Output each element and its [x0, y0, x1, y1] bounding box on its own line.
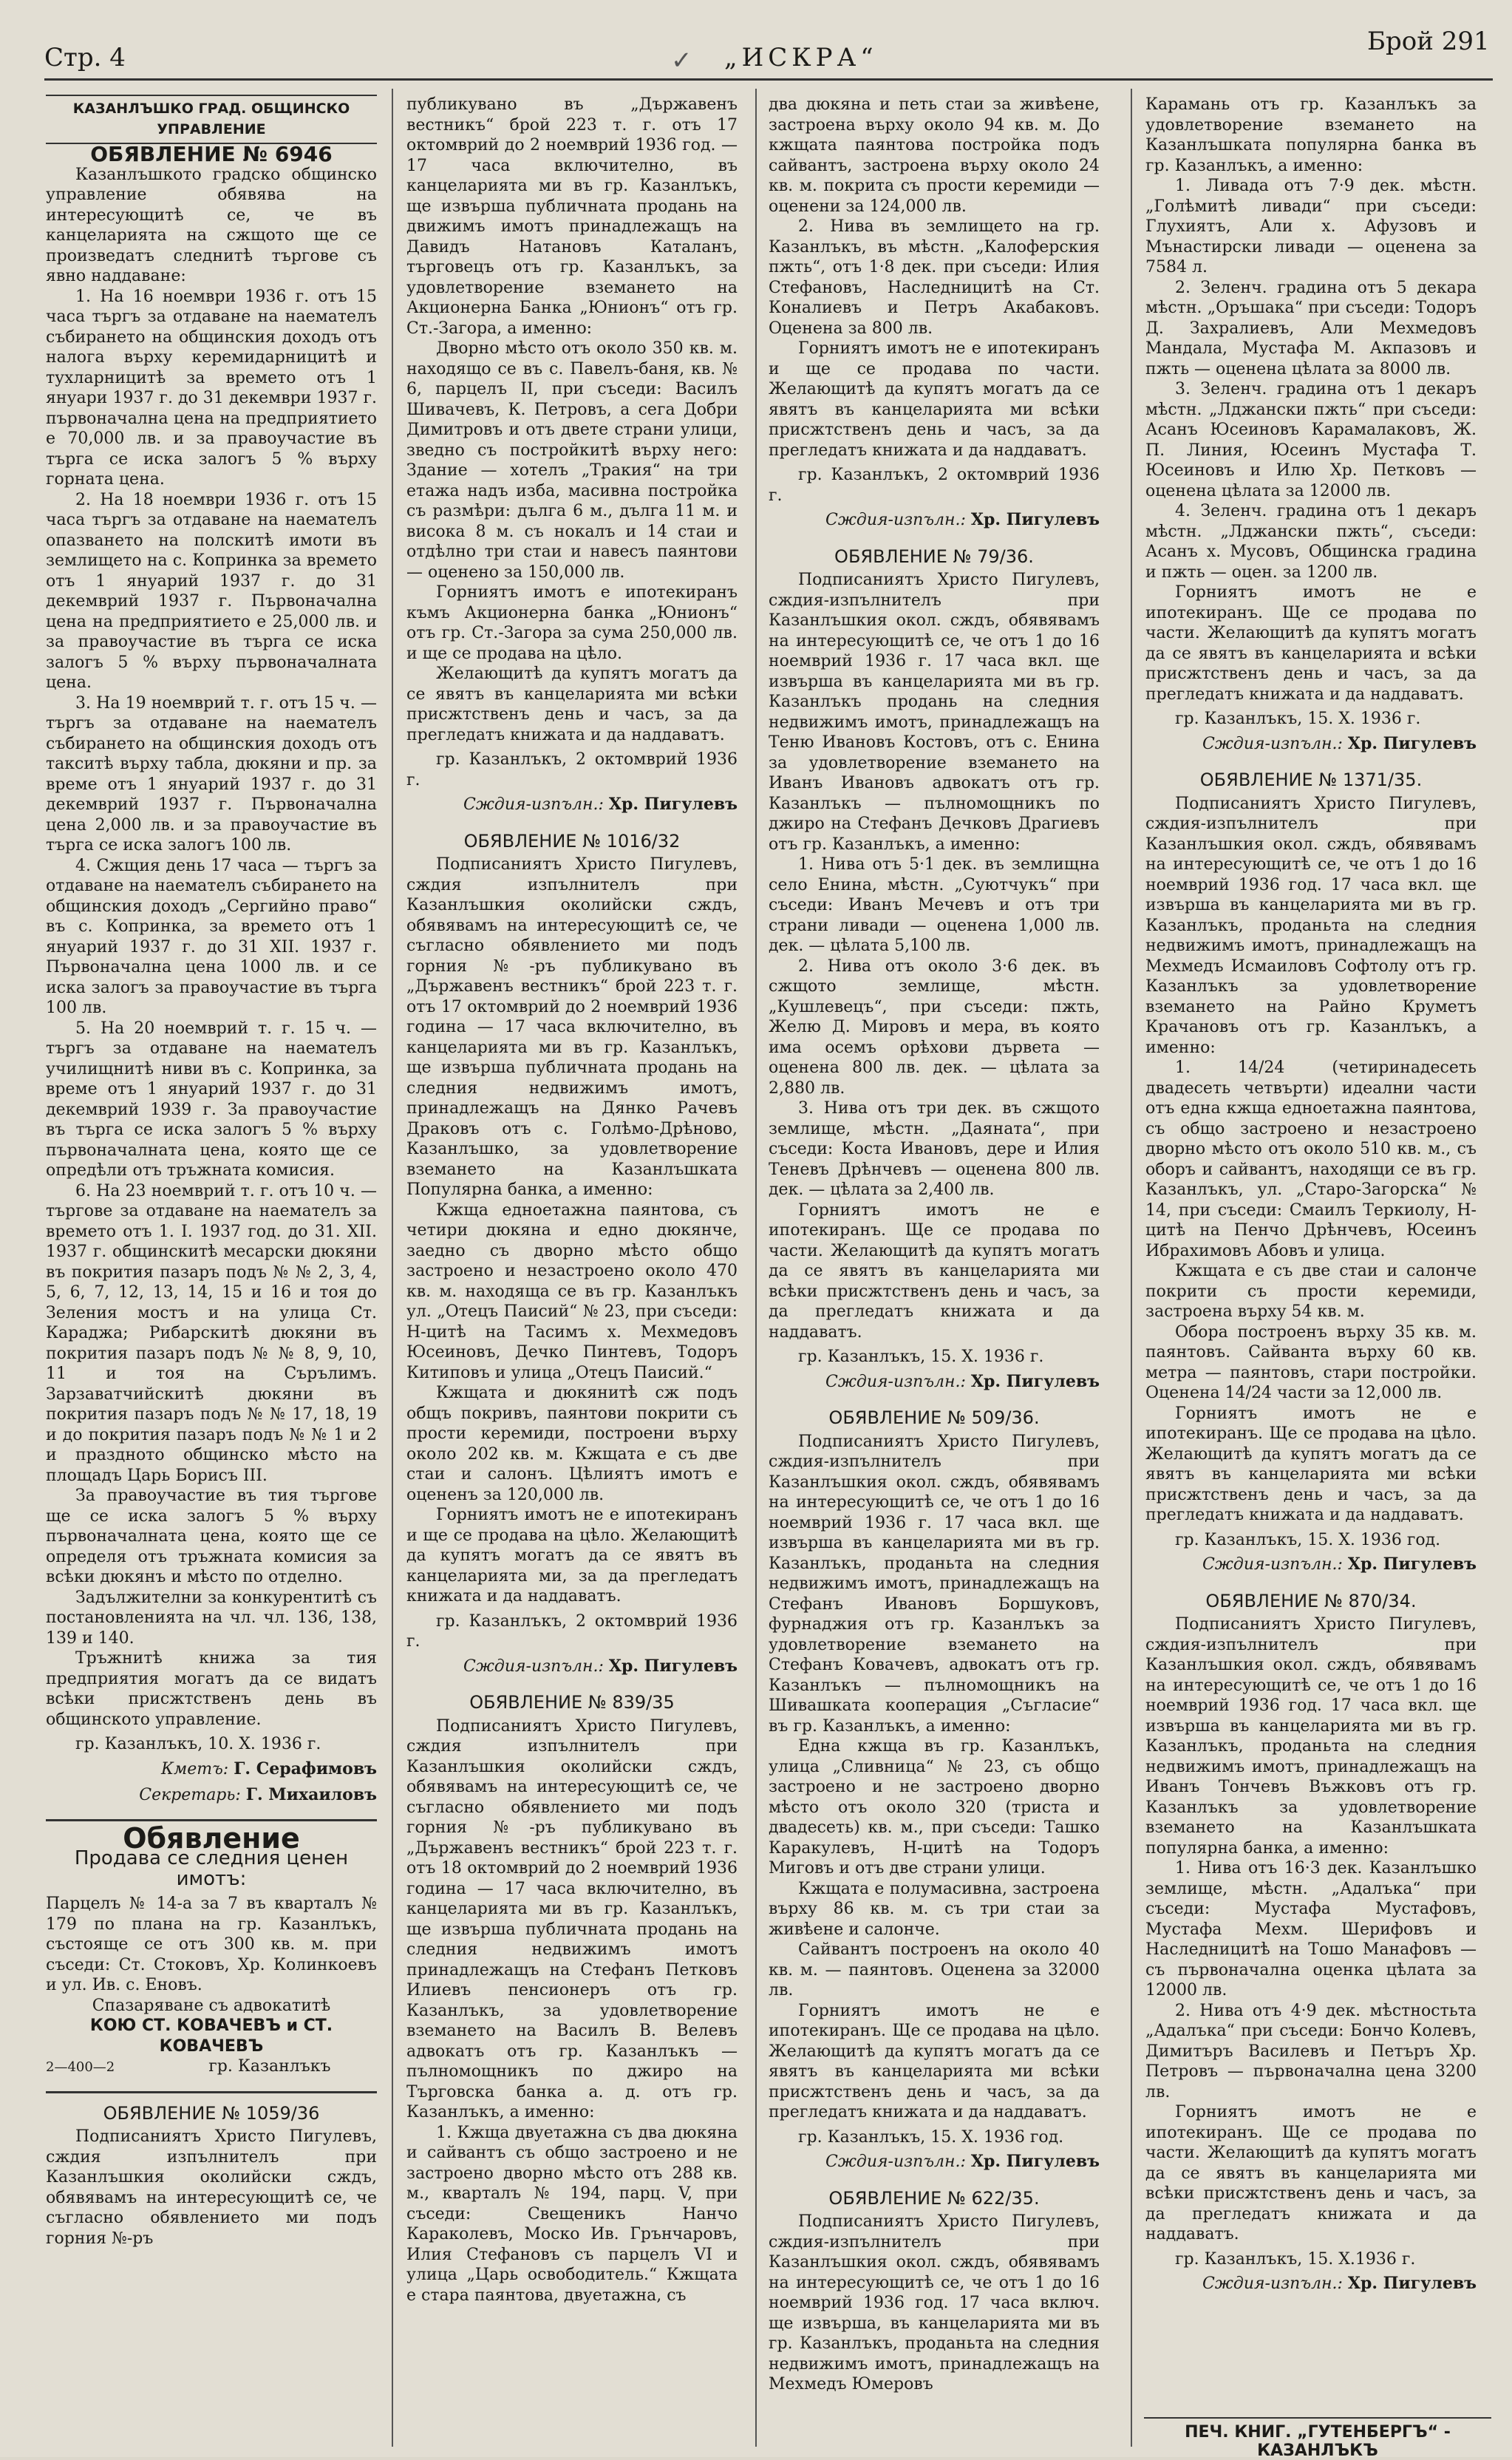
signature	[769, 2152, 1100, 2172]
paragraph: 3. Зеленч. градина отъ 1 декаръ мѣстн. „Лджански пжть“ при съседи: Асанъ Юсеиновъ Карамалаковъ, Ж. П. Линия, Юсеинъ Мустафа Т. Юсеиновъ и Илю Хр. Петковъ — оценена цѣлата за 12000 лв.	[1145, 380, 1477, 500]
page-number: Стр. 4	[44, 43, 126, 72]
paragraph: Горниятъ имотъ е ипотекиранъ къмъ Акционерна банка „Юнионъ“ отъ гр. Ст.-Загора за сума 250,000 лв. и ще се продава на цѣло.	[406, 583, 738, 663]
ad-reference: 2—400—2	[46, 2059, 115, 2075]
paragraph: Подписаниятъ Христо Пигулевъ, сждия-изпълнителъ при Казанлъшкия окол. сждъ, обявявамъ на интересующитѣ се, че отъ 1 до 16 ноемврий 1936 год. 17 часа вкл. ще извърша въ канцеларията ми въ гр. Казанлъкъ, проданьта на следния недвижимъ имотъ, принадлежащъ на Иванъ Тончевъ Въжковъ отъ гр. Казанлъкъ за удовлетворение вземането на Казанлъшката популярна банка, а именно:	[1145, 1615, 1477, 1858]
paragraph: Подписаниятъ Христо Пигулевъ, сждия-изпълнителъ при Казанлъшкия окол. сждъ, обявявамъ на интересующитѣ се, че отъ 1 до 16 ноемврий 1936 г. 17 часа вкл. ще извърша въ канцеларията ми въ гр. Казанлъкъ продань на следния недвижимъ имотъ, принадлежащъ на Теню Ивановъ Костовъ, отъ с. Енина за удовлетворение вземането на Иванъ Ивановъ адвокатъ отъ гр. Казанлъкъ — пълномощникъ по джиро на Стефанъ Дечковъ Драгиевъ отъ гр. Казанлъкъ, а именно:	[769, 571, 1100, 854]
paragraph: Казанлъшкото градско общинско управление обявява на интересующитѣ се, че въ канцеларията на сжщото ще се произведатъ следнитѣ търгове съ явно наддаване:	[46, 165, 377, 285]
check-mark-icon: ✓	[671, 46, 692, 75]
signature-name: Хр. Пигулевъ	[970, 1371, 1100, 1391]
notice-heading: ОБЯВЛЕНИЕ № 839/35	[469, 1692, 675, 1713]
paragraph: 2. На 18 ноември 1936 г. отъ 15 часа търгъ за отдаване на наемателъ опазването на полскитѣ имоти въ землището на с. Копринка за времето отъ 1 януарий 1937 г. до 31 декемврий 1937 г. Първоначална цена на предприятието е 25,000 лв. и за правоучастие въ търга се иска залогъ 5 % върху първоначалната цена.	[46, 490, 377, 692]
signature	[406, 795, 738, 815]
column-1	[46, 95, 377, 2249]
ad-subtitle: Продава се следния ценен имотъ:	[74, 1847, 349, 1890]
newspaper-title: „ИСКРА“	[724, 43, 878, 72]
paragraph: 4. Сжщия день 17 часа — търгъ за отдаване на наемателъ събирането на общинския доходъ „Сергийно право“ въ с. Копринка, за времето отъ 1 януарий 1937 г. до 31 XII. 1937 г. Първоначална цена 1000 лв. и се иска залогъ за правоучастие въ търга 100 лв.	[46, 856, 377, 1017]
signature	[1145, 1555, 1477, 1575]
paragraph: Подписаниятъ Христо Пигулевъ, сждия-изпълнителъ при Казанлъшкия окол. сждъ, обявявамъ на интересующитѣ се, че отъ 1 до 16 ноемврий 1936 год. 17 часа включ. ще извърша, въ канцеларията ми въ гр. Казанлъкъ, проданьта на следния недвижимъ имотъ, принадлежащъ на Мехмедъ Юмеровъ	[769, 2212, 1100, 2393]
ad-lawyers: КОЮ СТ. КОВАЧЕВЪ и СТ. КОВАЧЕВЪ	[89, 2016, 333, 2056]
paragraph: Кжща едноетажна паянтова, съ четири дюкяна и едно дюкянче, заедно съ дворно мѣсто общо застроено и незастроено около 470 кв. м. находяща се въ гр. Казанлъкъ ул. „Отецъ Паисий“ № 23, при съседи: Н-цитѣ на Тасимъ х. Мехмедовъ Юсеиновъ, Дечко Пинтевъ, Тодоръ Китиповъ и улица „Отецъ Паисий.“	[406, 1200, 738, 1382]
signature-name: Хр. Пигулевъ	[970, 510, 1100, 529]
paragraph: 3. На 19 ноемврий т. г. отъ 15 ч. — търгъ за отдаване на наемателъ събирането на общинския доходъ отъ такситѣ върху табла, дюкяни и пр. за време отъ 1 януарий 1937 г. до 31 декемврий 1937 г. Първоначална цена 2,000 лв. и за правоучастие въ търга се иска залогъ 100 лв.	[46, 693, 377, 854]
notice-heading: ОБЯВЛЕНИЕ № 1059/36	[103, 2102, 320, 2124]
column-3	[769, 95, 1100, 2395]
column-2	[406, 95, 738, 2306]
header-rule	[44, 78, 1493, 81]
signature	[1145, 734, 1477, 755]
paragraph: Горниятъ имотъ не е ипотекиранъ. Ще се продава по части. Желающитѣ да купятъ могатъ да се явятъ въ канцеларията ми всѣки присжтственъ день и часъ, за да прегледатъ книжата и да наддаватъ.	[769, 1200, 1100, 1342]
notice-date: гр. Казанлъкъ, 15. X. 1936 г.	[1175, 710, 1421, 728]
paragraph: два дюкяна и петь стаи за живѣене, застроена върху около 94 кв. м. До кжщата паянтова постройка подъ сайвантъ, застроена върху около 24 кв. м. покрита съ прости керемиди — оценени за 124,000 лв.	[769, 95, 1100, 216]
paragraph: Тръжнитѣ книжа за тия предприятия могатъ да се видатъ всѣки присжтственъ день въ общинското управление.	[46, 1649, 377, 1729]
signature-name: Г. Михаиловъ	[245, 1785, 377, 1804]
paragraph: Горниятъ имотъ не е ипотекиранъ. Ще се продава по части. Желающитѣ да купятъ могатъ да се явятъ въ канцеларията и всѣки присжтственъ день и часъ, за да прегледатъ книжата и да наддаватъ.	[1145, 583, 1477, 704]
signature-name: Г. Серафимовъ	[234, 1759, 377, 1778]
notice-heading: ОБЯВЛЕНИЕ № 622/35.	[828, 2187, 1040, 2209]
signature-name: Хр. Пигулевъ	[608, 1656, 738, 1676]
ad-city: гр. Казанлъкъ	[208, 2057, 331, 2076]
paragraph: 5. На 20 ноемврий т. г. 15 ч. — търгъ за отдаване на наемателъ училищнитѣ ниви въ с. Копринка, за време отъ 1 януарий 1937 г. до 31 декемврий 1939 г. За правоучастие въ търга се иска залогъ 5 % върху първоначалната цена, която ще се опредѣли отъ тръжната комисия.	[46, 1019, 377, 1180]
paragraph: Подписаниятъ Христо Пигулевъ, сждия изпълнителъ при Казанлъшкия околийски сждъ, обявявамъ на интересующитѣ се, че съгласно обявлението ми подъ горния №-ръ публикувано въ „Държавенъ вестникъ“ брой 223 т. г. отъ 17 октомврий до 2 ноемврий 1936 година — 17 часа включително, въ канцеларията ми въ гр. Казанлъкъ, ще извърша публичната продань на следния недвижимъ имотъ, принадлежащъ на Дянко Рачевъ Драковъ отъ с. Голѣмо-Дрѣново, Казанлъшко, за удовлетворение вземането на Казанлъшката Популярна банка, а именно:	[406, 855, 738, 1199]
signature-secretary	[46, 1785, 377, 1806]
ad-title: Обявление	[123, 1821, 300, 1855]
ad-footer-line	[46, 2056, 377, 2078]
signature-name: Хр. Пигулевъ	[1347, 2274, 1477, 2293]
paragraph: 2. Нива отъ около 3·6 дек. въ сжщото землище, мѣстн. „Кушлевецъ“, при съседи: пжть, Желю Д. Мировъ и мера, въ която има осемъ орѣхови дървета — оценена 800 лв. дек. — цѣлата за 2,880 лв.	[769, 957, 1100, 1098]
notice-date: гр. Казанлъкъ, 15. X. 1936 г.	[798, 1348, 1044, 1366]
paragraph: Желающитѣ да купятъ могатъ да се явятъ въ канцеларията ми всѣки присжтственъ день и часъ, за да прегледатъ книжата и да наддаватъ.	[406, 665, 738, 744]
paragraph: 2. Нива въ землището на гр. Казанлъкъ, въ мѣстн. „Калоферския пжть“, отъ 1·8 дек. при съседи: Илия Стефановъ, Наследницитѣ на Ст. Коналиевъ и Петръ Акабаковъ. Оценена за 800 лв.	[769, 217, 1100, 338]
signature-name: Хр. Пигулевъ	[608, 795, 738, 814]
notice-heading: ОБЯВЛЕНИЕ № 870/34.	[1205, 1590, 1417, 1611]
signature-name: Хр. Пигулевъ	[970, 2152, 1100, 2171]
signature-role: Сждия-изпълн.:	[825, 511, 966, 529]
paragraph: Кжщата е съ две стаи и салонче покрити съ прости керемиди, застроена върху 54 кв. м.	[1145, 1262, 1477, 1321]
signature-mayor	[46, 1759, 377, 1780]
column-divider	[1131, 89, 1132, 2447]
paragraph: 1. 14/24 (четиринадесеть двадесеть четвърти) идеални части отъ една кжща едноетажна паянтова, съ общо застроено и незастроено дворно мѣсто отъ около 510 кв. м., съ оборъ и сайвантъ, находящи се въ гр. Казанлъкъ, ул. „Старо-Загорска“ № 14, при съседи: Смаилъ Теркиолу, Н-цитѣ на Пенчо Дрѣнчевъ, Юсеинъ Ибрахимовъ Абовъ и улица.	[1145, 1059, 1477, 1260]
paragraph: Обора построенъ върху 35 кв. м. паянтовъ. Сайванта върху 60 кв. метра — паянтовъ, стари постройки. Оценена 14/24 части за 12,000 лв.	[1145, 1322, 1477, 1402]
signature-role: Сждия-изпълн.:	[463, 1657, 604, 1676]
notice-date: гр. Казанлъкъ, 10. X. 1936 г.	[75, 1735, 321, 1753]
printer-imprint: ПЕЧ. КНИГ. „ГУТЕНБЕРГЪ“ - КАЗАНЛЪКЪ	[1144, 2417, 1491, 2460]
signature-role: Сждия-изпълн.:	[1202, 734, 1343, 753]
paragraph: Подписаниятъ Христо Пигулевъ, сждия-изпълнителъ при Казанлъшкия окол. сждъ, обявявамъ на интересующитѣ се, че отъ 1 до 16 ноемврий 1936 г. 17 часа вкл. ще извърша въ канцеларията ми въ гр. Казанлъкъ, проданьта на следния недвижимъ имотъ, принадлежащъ на Стефанъ Ивановъ Боршуковъ, фурнаджия отъ гр. Казанлъкъ за удовлетворение вземането на Стефанъ Ковачевъ, адвокатъ отъ гр. Казанлъкъ — пълномощникъ на Шивашката кооперация „Съгласие“ въ гр. Казанлъкъ, а именно:	[769, 1432, 1100, 1736]
sale-ad	[46, 1819, 377, 2078]
signature-name: Хр. Пигулевъ	[1347, 1555, 1477, 1574]
paragraph: Горниятъ имотъ не е ипотекиранъ и ще се продава на цѣло. Желающитѣ да купятъ могатъ да се явятъ въ канцеларията ми, за да прегледатъ книжата и да наддаватъ.	[406, 1506, 738, 1606]
paragraph: 3. Нива отъ три дек. въ сжщото землище, мѣстн. „Даяната“, при съседи: Коста Ивановъ, дере и Илия Теневъ Дрѣнчевъ — оценена 800 лв. дек. — цѣлата за 2,400 лв.	[769, 1099, 1100, 1199]
ad-text: Парцелъ № 14-а за 7 въ кварталъ № 179 по плана на гр. Казанлъкъ, състоящe се отъ 300 кв. м. при съседи: Ст. Стоковъ, Хр. Колинкоевъ и ул. Ив. с. Еновъ.	[46, 1895, 377, 1994]
signature	[1145, 2274, 1477, 2294]
notice-heading: ОБЯВЛЕНИЕ № 1016/32	[463, 830, 681, 852]
paragraph: 2. Нива отъ 4·9 дек. мѣстностьта „Адалъка“ при съседи: Бончо Колевъ, Димитъръ Василевъ и Петъръ Хр. Петровъ — първоначална цена 3200 лв.	[1145, 2001, 1477, 2101]
paragraph: 1. Нива отъ 5·1 дек. въ землищна село Енина, мѣстн. „Суютчукъ“ при съседи: Иванъ Мечевъ и отъ три страни ливади — оценена 1,000 лв. дек. — цѣлата 5,100 лв.	[769, 855, 1100, 955]
ad-contact: Спазаряване съ адвокатитѣ	[92, 1996, 331, 2015]
paragraph: Горниятъ имотъ не е ипотекиранъ и ще се продава по части. Желающитѣ да купятъ могатъ да се явятъ въ канцеларията ми всѣки присжтственъ день и часъ, за да прегледатъ книжата и да наддаватъ.	[769, 339, 1100, 460]
notice-heading: ОБЯВЛЕНИЕ № 6946	[90, 142, 333, 166]
notice-body	[46, 165, 377, 1730]
signature-role: Сждия-изпълн.:	[463, 795, 604, 814]
paragraph: Кжщата и дюкянитѣ сж подъ общъ покривъ, паянтови покрити съ прости керемиди, построени върху около 202 кв. м. Кжщата е съ две стаи и салонъ. Цѣлиятъ имотъ е оцененъ за 120,000 лв.	[406, 1384, 738, 1504]
notice-date: гр. Казанлъкъ, 15. X. 1936 год.	[1175, 1530, 1441, 1549]
notice-date: гр. Казанлъкъ, 2 октомврий 1936 г.	[406, 1611, 738, 1651]
notice-date: гр. Казанлъкъ, 15. X.1936 г.	[1175, 2249, 1416, 2269]
notice-date: гр. Казанлъкъ, 15. X. 1936 год.	[798, 2127, 1064, 2147]
paragraph: публикувано въ „Държавенъ вестникъ“ брой 223 т. г. отъ 17 октомврий до 2 ноемврий 1936 год. — 17 часа включително, въ канцеларията ми въ гр. Казанлъкъ, ще извърша публичната продань на движимъ имотъ принадлежащъ на Давидъ Натановъ Каталанъ, търговецъ отъ гр. Казанлъкъ, за удовлетворение вземането на Акционерна Банка „Юнионъ“ отъ гр. Ст.-Загора, а именно:	[406, 95, 738, 338]
paragraph: 1. На 16 ноември 1936 г. отъ 15 часа търгъ за отдаване на наемателъ събирането на общинския доходъ отъ налога върху керемидарницитѣ и тухларницитѣ за времето отъ 1 януари 1937 г. до 31 декември 1937 г. първоначална цена на предприятието е 70,000 лв. и за правоучастие въ търга се иска залогъ 5 % върху горната цена.	[46, 287, 377, 489]
signature-role: Сждия-изпълн.:	[825, 2152, 966, 2171]
paragraph: Горниятъ имотъ не е ипотекиранъ. Ще се продава на цѣло. Желающитѣ да купятъ могатъ да се явятъ въ канцеларията ми всѣки присжтственъ день и часъ, за да прегледатъ книжата и да наддаватъ.	[1145, 1404, 1477, 1524]
signature	[769, 510, 1100, 531]
notice-heading: ОБЯВЛЕНИЕ № 1371/35.	[1199, 769, 1423, 790]
paragraph: 1. Нива отъ 16·3 дек. Казанлъшко землище, мѣстн. „Адалъка“ при съседи: Мустафа Мустафовъ, Мустафа Мехм. Шерифовъ и Наследницитѣ на Тошо Манафовъ — съ първоначална оценка цѣлата за 12000 лв.	[1145, 1859, 1477, 1999]
page-header	[44, 13, 1493, 80]
paragraph: 6. На 23 ноемврий т. г. отъ 10 ч. — търгове за отдаване на наемателъ за времето отъ 1. I. 1937 год. до 31. XII. 1937 г. общинскитѣ месарски дюкяни въ покрития пазаръ подъ № № 2, 3, 4, 5, 6, 7, 12, 13, 14, 15 и 16 и тоя до Зеления мостъ и на улица Ст. Караджа; Рибарскитѣ дюкяни въ покрития пазаръ подъ № № 8, 9, 10, 11 и тоя на Сърълимъ. Зарзаватчийскитѣ дюкяни въ покрития пазаръ подъ № № 17, 18, 19 и до покрития пазаръ подъ № № 1 и 2 и праздното общинско мѣсто на площадъ Царь Борисъ III.	[46, 1181, 377, 1485]
paragraph: Подписаниятъ Христо Пигулевъ, сждия изпълнителъ при Казанлъшкия околийски сждъ, обявявамъ на интересующитѣ се, че съгласно обявлението ми подъ горния №-ръ	[46, 2127, 377, 2248]
issue-number: Брой 291	[1367, 27, 1490, 56]
paragraph: 1. Ливада отъ 7·9 дек. мѣстн. „Голѣмитѣ ливади“ при съседи: Глухиятъ, Али х. Афузовъ и Мънастирски ливади — оценена за 7584 л.	[1145, 177, 1477, 276]
column-divider	[755, 89, 757, 2447]
column-divider	[392, 89, 393, 2447]
signature	[406, 1657, 738, 1677]
paragraph: Подписаниятъ Христо Пигулевъ, сждия-изпълнителъ при Казанлъшкия окол. сждъ, обявявамъ на интересующитѣ се, че отъ 1 до 16 ноемврий 1936 год. 17 часа вкл. ще извърша въ канцеларията ми въ гр. Казанлъкъ, проданьта на следния недвижимъ имотъ, принадлежащъ на Мехмедъ Исмаиловъ Софтолу отъ гр. Казанлъкъ за удовлетворение вземането на Райно Круметъ Крачановъ отъ гр. Казанлъкъ, а именно:	[1145, 794, 1477, 1057]
signature-role: Сждия-изпълн.:	[825, 1372, 966, 1391]
notice-1059	[46, 2091, 377, 2249]
paragraph: Горниятъ имотъ не е ипотекиранъ. Ще се продава по части. Желающитѣ да купятъ могатъ да се явятъ въ канцеларията ми всѣки присжтственъ день и часъ, за да прегледатъ книжата и да наддаватъ.	[1145, 2103, 1477, 2243]
paragraph: 1. Кжща двуетажна съ два дюкяна и сайвантъ съ общо застроено и не застроено дворно мѣсто отъ 288 кв. м., кварталъ № 194, парц. V, при съседи: Свещеникъ Нанчо Караколевъ, Моско Ив. Грънчаровъ, Илия Стефановъ съ парцелъ VI и улица „Царь освободитель.“ Кжщата е стара паянтова, двуетажна, съ	[406, 2123, 738, 2305]
notice-heading: ОБЯВЛЕНИЕ № 79/36.	[834, 546, 1034, 567]
paragraph: За правоучастие въ тия търгове ще се иска залогъ 5 % върху първоначалната цена, която ще се определя отъ тръжната комисия за всѣки дюкянъ и мѣсто по отделно.	[46, 1486, 377, 1586]
column-4	[1145, 95, 1477, 2306]
signature-role: Сждия-изпълн.:	[1202, 1555, 1343, 1574]
signature-role: Кметъ:	[161, 1759, 229, 1778]
paragraph: Една кжща въ гр. Казанлъкъ, улица „Сливница“ № 23, съ общо застроено и не застроено дворно мѣсто отъ около 320 (триста и двадесеть) кв. м., при съседи: Ташко Каракулевъ, Н-цитѣ на Тодоръ Миговъ и отъ две страни улици.	[769, 1737, 1100, 1878]
notice-heading: ОБЯВЛЕНИЕ № 509/36.	[828, 1407, 1040, 1428]
signature-role: Сждия-изпълн.:	[1202, 2274, 1343, 2293]
paragraph: Задължителни за конкурентитѣ съ постановленията на чл. чл. 136, 138, 139 и 140.	[46, 1588, 377, 1648]
paragraph: Дворно мѣсто отъ около 350 кв. м. находящо се въ с. Павелъ-баня, кв. № 6, парцелъ II, при съседи: Василъ Шивачевъ, К. Петровъ, а сега Добри Димитровъ и отъ двете страни улици, зведно съ постройкитѣ върху него: Здание — хотелъ „Тракия“ на три етажа надъ изба, масивна постройка съ размѣри: дълга 6 м., дълга 11 м. и висока 8 м. съ нокалъ и 14 стаи и отдѣлно три стаи и навесъ паянтови — оценено за 150,000 лв.	[406, 339, 738, 582]
municipality-banner: КАЗАНЛЪШКО ГРАД. ОБЩИНСКО УПРАВЛЕНИЕ	[46, 95, 377, 144]
signature	[769, 1372, 1100, 1393]
paragraph: 2. Зеленч. градина отъ 5 декара мѣстн. „Оръшака“ при съседи: Тодоръ Д. Захралиевъ, Али Мехмедовъ Мандала, Мустафа М. Акпазовъ и пжть — оценена цѣлата за 8000 лв.	[1145, 278, 1477, 378]
notice-date: гр. Казанлъкъ, 2 октомврий 1936 г.	[769, 466, 1100, 505]
paragraph: Карамань отъ гр. Казанлъкъ за удовлетворение вземането на Казанлъшката популярна банка въ гр. Казанлъкъ, а именно:	[1145, 95, 1477, 175]
paragraph: 4. Зеленч. градина отъ 1 декаръ мѣстн. „Лджански пжть“, съседи: Асанъ х. Мусовъ, Общинска градина и пжть — оцен. за 1200 лв.	[1145, 502, 1477, 582]
notice-date: гр. Казанлъкъ, 2 октомврий 1936 г.	[406, 750, 738, 789]
signature-role: Секретарь:	[139, 1786, 241, 1804]
signature-name: Хр. Пигулевъ	[1347, 733, 1477, 753]
paragraph: Горниятъ имотъ не е ипотекиранъ. Ще се продава на цѣло. Желающитѣ да купятъ могатъ да се явятъ въ канцеларията ми всѣки присжтственъ день и часъ, за да прегледатъ книжата и да наддаватъ.	[769, 2001, 1100, 2121]
paragraph: Кжщата е полумасивна, застроена върху 86 кв. м. съ три стаи за живѣене и салонче.	[769, 1879, 1100, 1939]
paragraph: Сайвантъ построенъ на около 40 кв. м. — паянтовъ. Оценена за 32000 лв.	[769, 1940, 1100, 1999]
paragraph: Подписаниятъ Христо Пигулевъ, сждия изпълнителъ при Казанлъшкия околийски сждъ, обявявамъ на интересующитѣ се, че съгласно обявлението ми подъ горния №-ръ публикувано въ „Държавенъ вестникъ“ брой 223 т. г. отъ 18 октомврий до 2 ноемврий 1936 година — 17 часа включително, въ канцеларията ми въ гр. Казанлъкъ, ще извърша публичната продань на следния недвижимъ имотъ принадлежащъ на Стефанъ Петковъ Илиевъ пенсионеръ отъ гр. Казанлъкъ, за удовлетворение вземането на Василъ В. Велевъ адвокатъ отъ гр. Казанлъкъ — пълномощникъ по джиро на Търговска банка а. д. отъ гр. Казанлъкъ, а именно:	[406, 1716, 738, 2121]
